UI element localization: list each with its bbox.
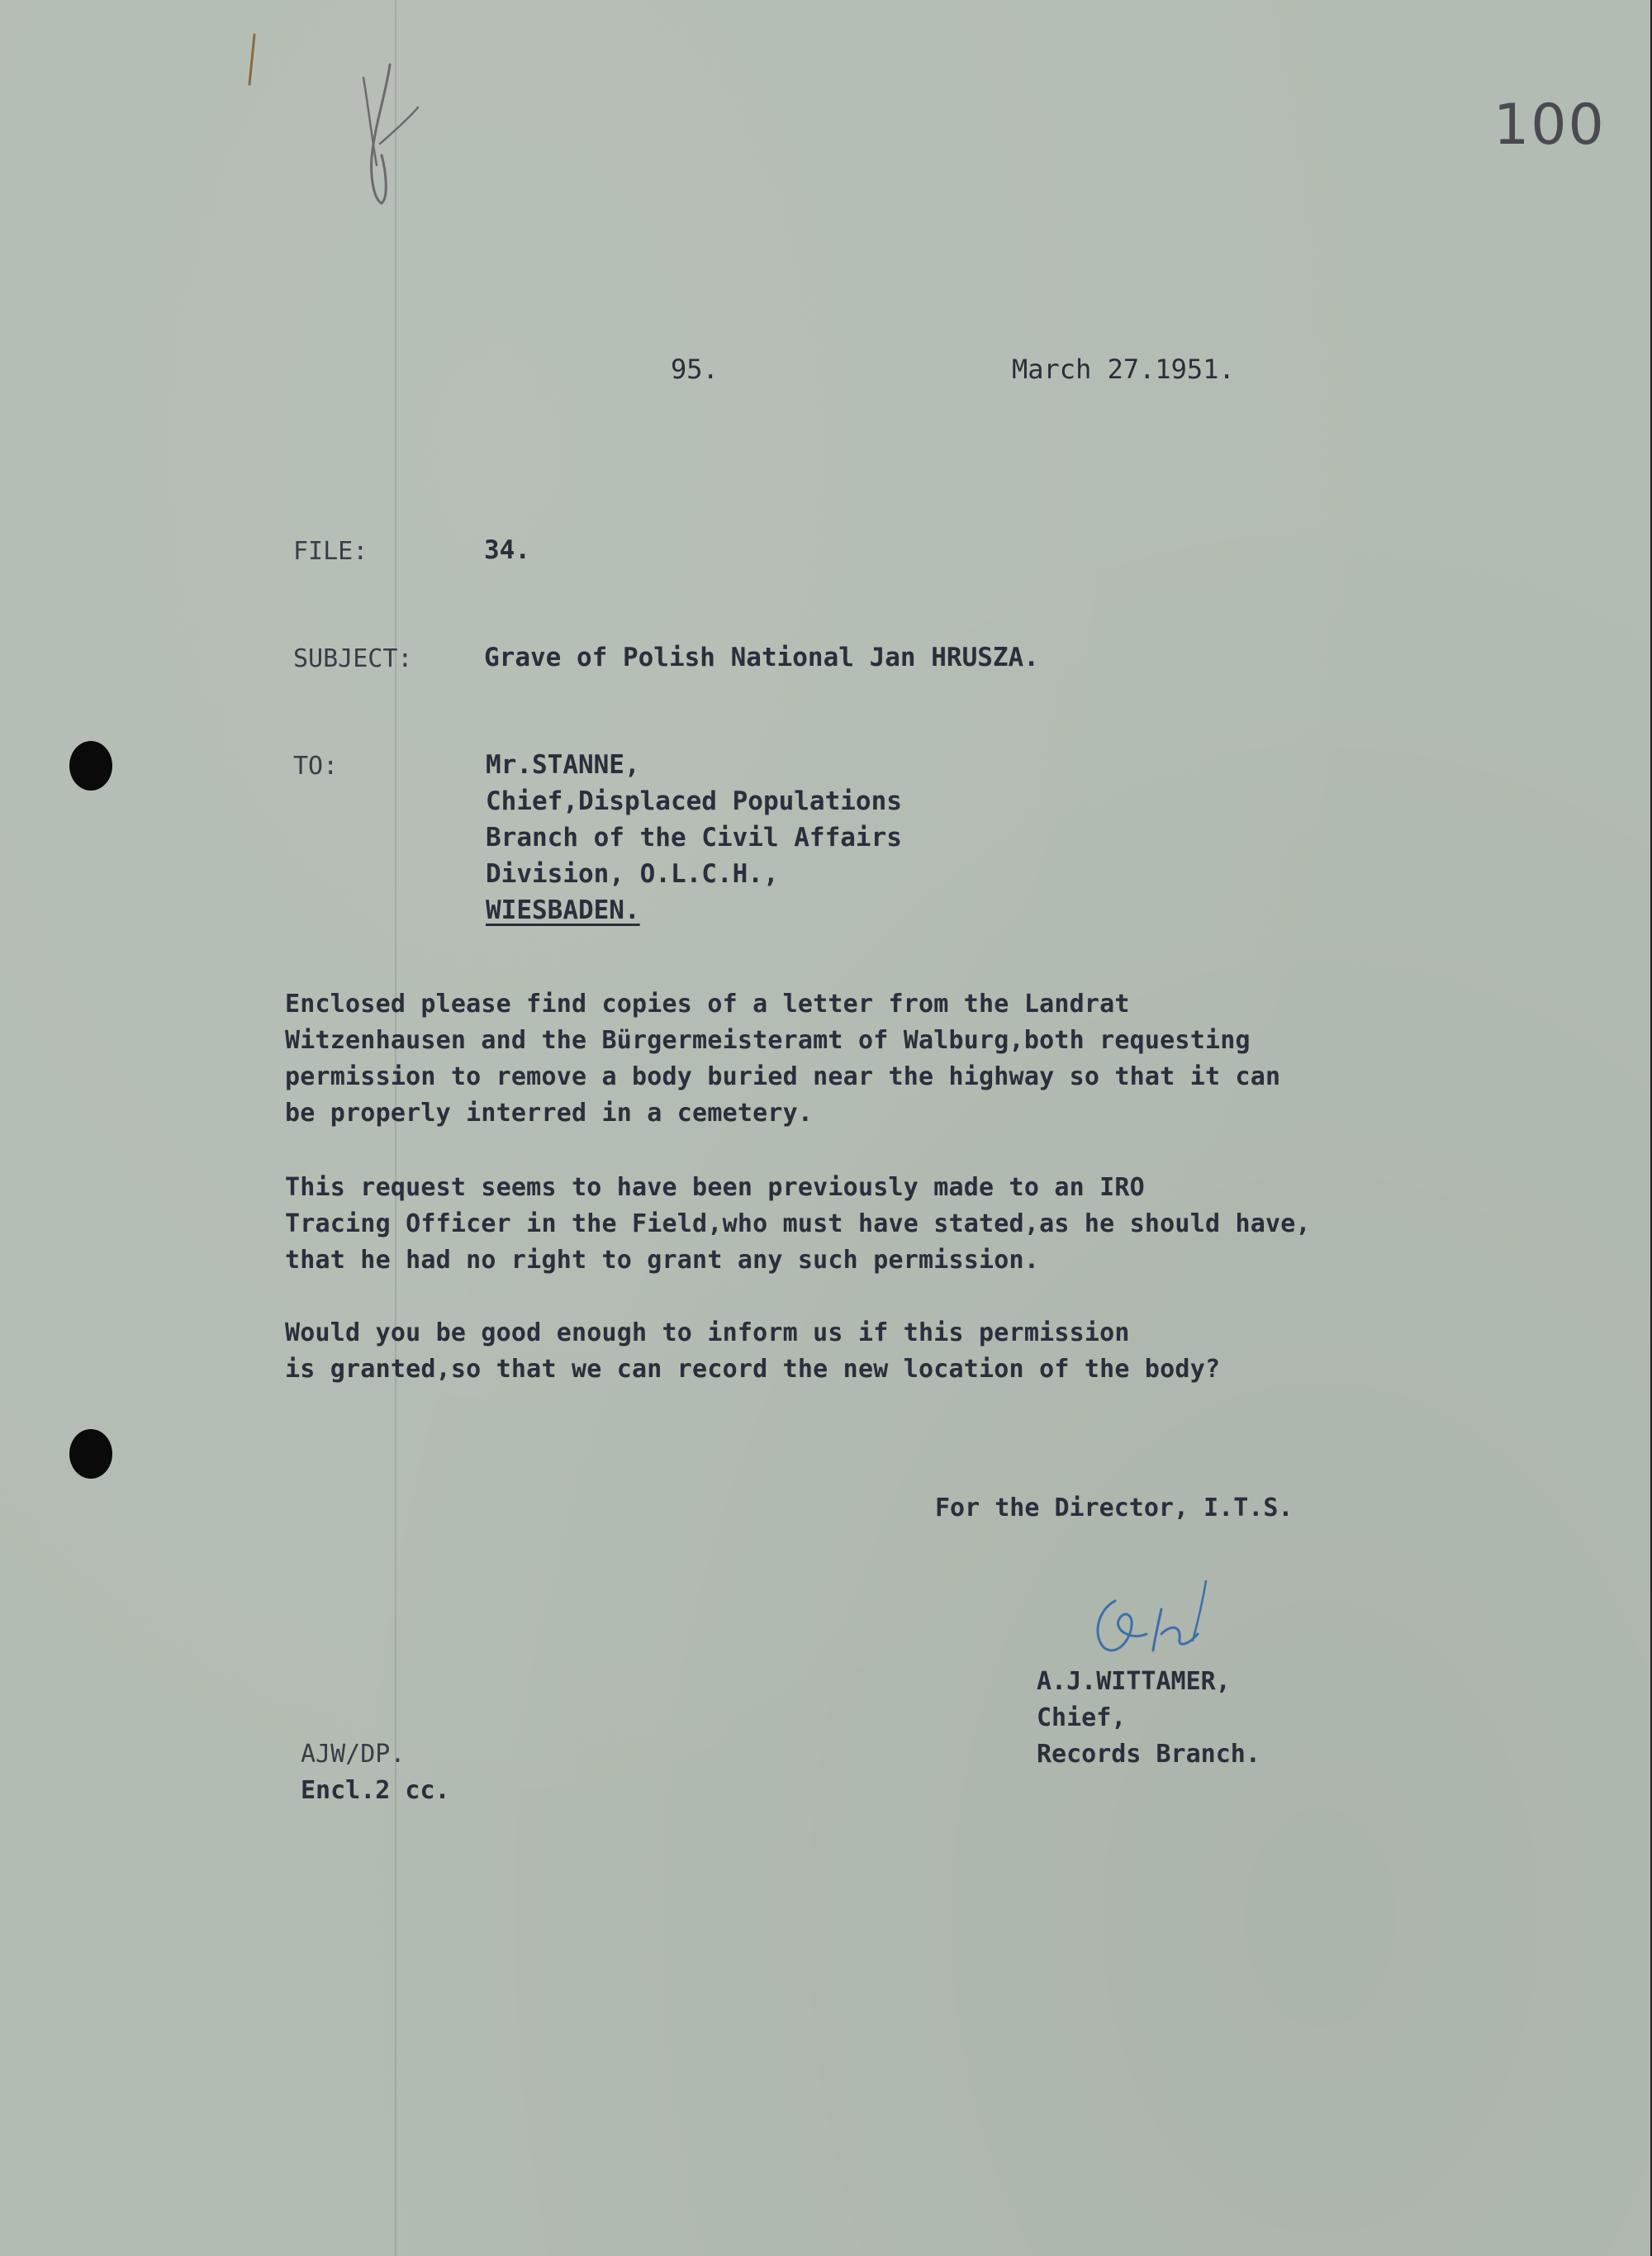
pencil-tick-mark [244, 31, 261, 89]
body-line: Enclosed please find copies of a letter from the Landrat [285, 990, 1130, 1019]
enclosures-note: Encl.2 cc. [301, 1776, 450, 1805]
recipient-line: Chief,Displaced Populations [486, 786, 902, 816]
recipient-line: Division, O.L.C.H., [486, 859, 779, 889]
letter-date: March 27.1951. [1012, 354, 1235, 385]
body-line: be properly interred in a cemetery. [285, 1099, 814, 1128]
reference-initials: AJW/DP. [301, 1740, 406, 1769]
punch-hole [69, 741, 112, 791]
recipient-line: Branch of the Civil Affairs [486, 823, 902, 853]
file-label: FILE: [293, 537, 368, 566]
closing-line: For the Director, I.T.S. [935, 1494, 1294, 1522]
file-value: 34. [484, 535, 530, 565]
recipient-line: Mr.STANNE, [486, 750, 640, 780]
recipient-city: WIESBADEN. [486, 895, 640, 925]
pencil-initials-mark [339, 58, 430, 215]
body-line: that he had no right to grant any such permission. [285, 1246, 1040, 1275]
signatory-name: A.J.WITTAMER, [1037, 1667, 1231, 1696]
signatory-department: Records Branch. [1037, 1740, 1260, 1769]
punch-hole [69, 1429, 112, 1479]
recipient-label: TO: [293, 752, 339, 781]
body-line: Tracing Officer in the Field,who must have stated,as he should have, [285, 1209, 1311, 1238]
subject-label: SUBJECT: [293, 644, 413, 673]
page-number: 100 [1493, 93, 1606, 158]
body-line: Would you be good enough to inform us if this permission [285, 1318, 1130, 1347]
body-line: This request seems to have been previously made to an IRO [285, 1173, 1145, 1202]
body-line: Witzenhausen and the Bürgermeisteramt of Walburg,both requesting [285, 1026, 1251, 1055]
reference-number: 95. [671, 354, 719, 385]
signatory-title: Chief, [1037, 1703, 1127, 1732]
body-line: is granted,so that we can record the new location of the body? [285, 1355, 1221, 1384]
paper-fold-line [395, 0, 396, 2256]
subject-value: Grave of Polish National Jan HRUSZA. [484, 643, 1039, 672]
handwritten-signature [1082, 1576, 1247, 1667]
body-line: permission to remove a body buried near the highway so that it can [285, 1062, 1281, 1091]
